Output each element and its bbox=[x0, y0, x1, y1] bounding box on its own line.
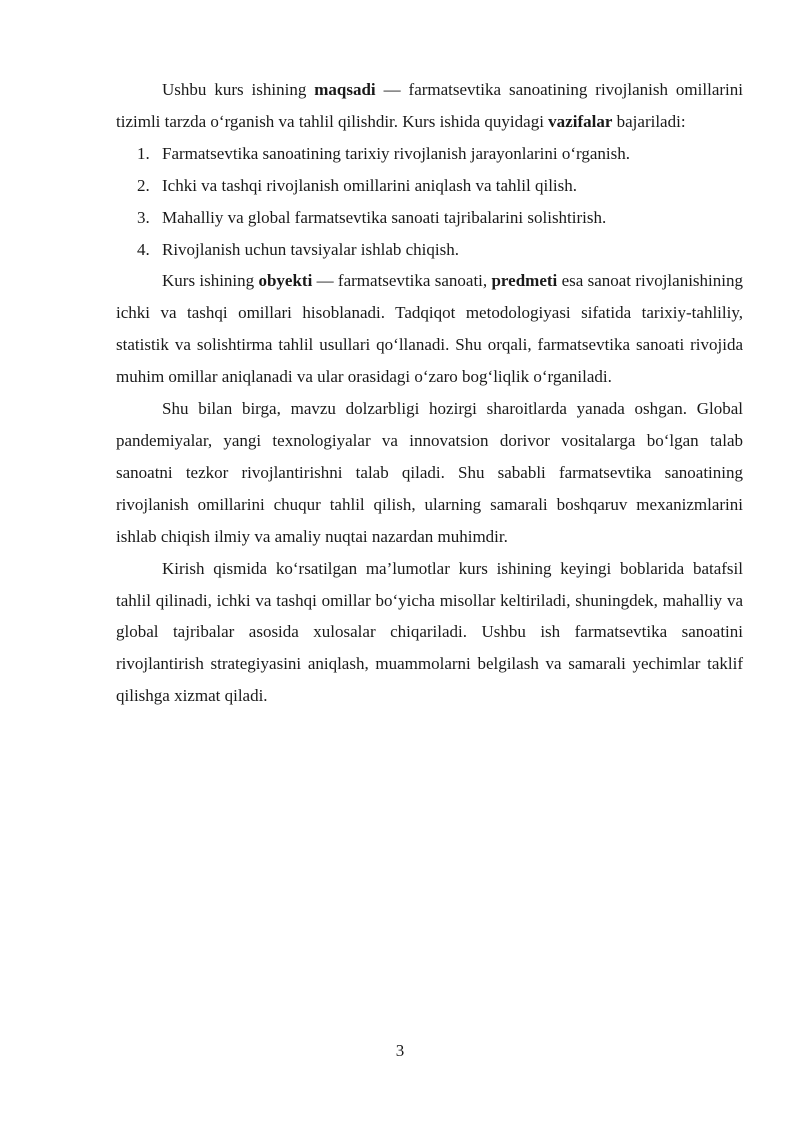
keyword-obyekti: obyekti bbox=[258, 271, 313, 291]
keyword-maqsadi: maqsadi bbox=[314, 80, 376, 99]
paragraph-relevance: Shu bilan birga, mavzu dolzarbligi hozirgi sharoitlarda yanada oshgan. Global pandemiyalar, yangi texnologiyalar va innovatsion dorivor vositalarga bo‘lgan talab sanoatni tezkor rivojlantirishni talab qiladi. Shu sababli farmatsevtika sanoatining rivojlanish omillarini chuqur tahlil qilish, ularning samarali boshqaruv mexanizmlarini ishlab chiqish ilmiy va amaliy nuqtai nazardan muhimdir. bbox=[116, 399, 743, 546]
paragraph-object-post: esa sanoat rivojlanishining ichki va tashqi omillari hisoblanadi. Tadqiqot metodologiyasi sifatida tarixiy-tahliliy, statistik va solishtirma tahlil usullari qo‘llanadi. Shu orqali, farmatsevtika sanoati rivojida muhim omillar aniqlanadi va ular orasidagi o‘zaro bog‘liqlik o‘rganiladi. bbox=[116, 271, 743, 387]
list-item-text: Mahalliy va global farmatsevtika sanoati tajribalarini solishtirish. bbox=[162, 207, 607, 227]
list-item bbox=[116, 234, 743, 266]
list-item-text: Ichki va tashqi rivojlanish omillarini aniqlash va tahlil qilish. bbox=[162, 175, 578, 195]
paragraph-goal-pre: Ushbu kurs ishining bbox=[162, 80, 315, 99]
keyword-vazifalar: vazifalar bbox=[548, 111, 613, 131]
keyword-predmeti: predmeti bbox=[491, 271, 558, 291]
list-item-number: 2. bbox=[137, 175, 150, 195]
list-item-number: 4. bbox=[137, 239, 150, 259]
tasks-list bbox=[116, 138, 743, 266]
list-item-text: Farmatsevtika sanoatining tarixiy rivojlanish jarayonlarini o‘rganish. bbox=[162, 143, 631, 163]
paragraph-goal bbox=[116, 74, 743, 138]
paragraph-goal-mid: — farmatsevtika sanoatining rivojlanish omillarini tizimli tarzda o‘rganish va tahlil qilishdir. Kurs ishida quyidagi bbox=[116, 80, 743, 131]
paragraph-goal-post: bajariladi: bbox=[612, 111, 686, 131]
page-number: 3 bbox=[395, 1041, 405, 1060]
paragraph-introduction: Kirish qismida ko‘rsatilgan ma’lumotlar kurs ishining keyingi boblarida batafsil tahlil qilinadi, ichki va tashqi omillar bo‘yicha misollar keltiriladi, shuningdek, mahalliy va global tajribalar asosida xulosalar chiqariladi. Ushbu ish farmatsevtika sanoatini rivojlantirish strategiyasini aniqlash, muammolarni belgilash va samarali yechimlar taklif qilishga xizmat qiladi. bbox=[116, 558, 743, 706]
list-item-number: 3. bbox=[137, 207, 150, 227]
list-item bbox=[116, 170, 743, 202]
list-item-text: Rivojlanish uchun tavsiyalar ishlab chiqish. bbox=[162, 239, 459, 259]
paragraph-object-pre: Kurs ishining bbox=[162, 271, 259, 291]
list-item bbox=[116, 138, 743, 170]
list-item-number: 1. bbox=[137, 143, 150, 163]
page-body bbox=[116, 74, 743, 712]
paragraph-object bbox=[116, 265, 743, 393]
paragraph-object-mid: — farmatsevtika sanoati, bbox=[312, 271, 492, 291]
list-item bbox=[116, 202, 743, 234]
